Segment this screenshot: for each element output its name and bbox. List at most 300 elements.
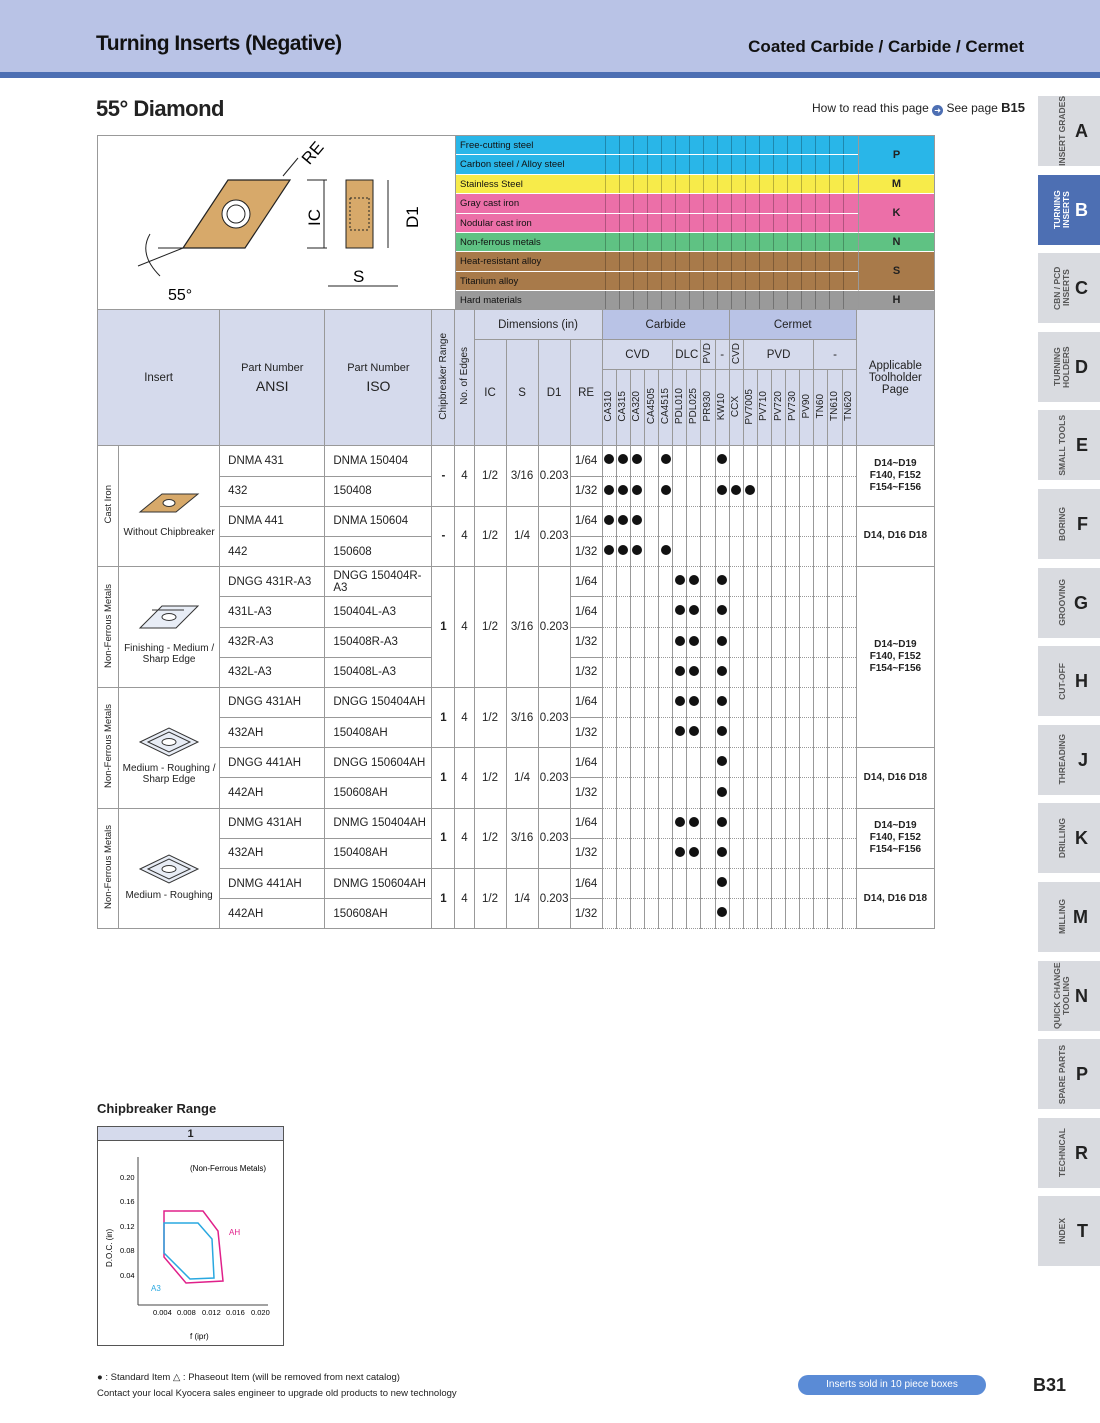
grade-cell bbox=[800, 808, 814, 838]
iso-cell: DNMA 150604 bbox=[325, 506, 432, 536]
tab-t[interactable]: INDEX T bbox=[1038, 1196, 1100, 1266]
toolholder-cell: D14, D16 D18 bbox=[856, 869, 934, 929]
grade-cell bbox=[616, 899, 630, 929]
iso-cell: 150608AH bbox=[325, 778, 432, 808]
grade-cell bbox=[687, 597, 701, 627]
a3-range bbox=[164, 1223, 214, 1279]
grade-cell bbox=[630, 899, 644, 929]
grade-cell bbox=[743, 657, 757, 687]
grade-cell bbox=[772, 446, 786, 476]
grade-cell bbox=[772, 808, 786, 838]
group-label: K bbox=[858, 194, 934, 233]
grade-header: PV90 bbox=[800, 370, 814, 446]
grade-cell bbox=[729, 476, 743, 506]
grade-cell bbox=[772, 748, 786, 778]
grade-cell bbox=[786, 476, 800, 506]
tab-m[interactable]: MILLING M bbox=[1038, 882, 1100, 952]
grade-cell bbox=[828, 567, 842, 597]
grade-cell bbox=[814, 687, 828, 717]
grade-cell bbox=[644, 687, 658, 717]
grade-header: PR930 bbox=[701, 370, 715, 446]
grade-cell bbox=[757, 808, 771, 838]
grade-cell bbox=[701, 597, 715, 627]
ansi-cell: 442 bbox=[220, 536, 325, 566]
grade-cell bbox=[729, 808, 743, 838]
grade-cell bbox=[743, 597, 757, 627]
iso-cell: 150408L-A3 bbox=[325, 657, 432, 687]
grade-cell bbox=[814, 627, 828, 657]
grade-cell bbox=[644, 627, 658, 657]
grade-cell bbox=[772, 627, 786, 657]
re-cell: 1/64 bbox=[570, 597, 602, 627]
grade-cell bbox=[616, 869, 630, 899]
chip-xtick: 0.004 bbox=[153, 1308, 172, 1317]
grade-cell bbox=[786, 778, 800, 808]
grade-cell bbox=[715, 597, 729, 627]
iso-cell: 150408R-A3 bbox=[325, 627, 432, 657]
chip-ytick: 0.04 bbox=[120, 1271, 135, 1280]
standard-item-dot bbox=[675, 817, 685, 827]
iso-cell: DNGG 150604AH bbox=[325, 748, 432, 778]
grade-cell bbox=[602, 476, 616, 506]
grade-cell bbox=[687, 657, 701, 687]
grade-cell bbox=[743, 899, 757, 929]
group-label: S bbox=[858, 252, 934, 291]
grade-cell bbox=[673, 597, 687, 627]
tab-a[interactable]: INSERT GRADES A bbox=[1038, 96, 1100, 166]
re-cell: 1/32 bbox=[570, 899, 602, 929]
tab-b[interactable]: TURNING INSERTS B bbox=[1038, 175, 1100, 245]
standard-item-dot bbox=[675, 847, 685, 857]
grade-cell bbox=[602, 446, 616, 476]
header-subtitle: Coated Carbide / Carbide / Cermet bbox=[748, 37, 1024, 56]
header-title: Turning Inserts (Negative) bbox=[96, 32, 342, 55]
grade-cell bbox=[715, 506, 729, 536]
grade-cell bbox=[673, 687, 687, 717]
grade-cell bbox=[729, 446, 743, 476]
grade-cell bbox=[786, 657, 800, 687]
insert-icon bbox=[122, 710, 216, 760]
category-cell: Cast Iron bbox=[98, 446, 119, 567]
grade-cell bbox=[814, 778, 828, 808]
grade-cell bbox=[701, 536, 715, 566]
chip-header: 1 bbox=[98, 1127, 283, 1141]
grade-cell bbox=[659, 687, 673, 717]
tab-g[interactable]: GROOVING G bbox=[1038, 568, 1100, 638]
section-title: 55° Diamond bbox=[96, 96, 224, 121]
grade-cell bbox=[743, 838, 757, 868]
insert-image-cell: Finishing - Medium / Sharp Edge bbox=[119, 567, 220, 688]
grade-cell bbox=[757, 597, 771, 627]
re-label: RE bbox=[297, 137, 328, 169]
standard-item-dot bbox=[717, 575, 727, 585]
arrow-circle-icon: ➜ bbox=[932, 105, 943, 116]
grade-cell bbox=[757, 446, 771, 476]
grade-cell bbox=[814, 567, 828, 597]
grade-cell bbox=[786, 536, 800, 566]
grade-cell bbox=[828, 899, 842, 929]
grade-cell bbox=[602, 597, 616, 627]
grade-cell bbox=[772, 838, 786, 868]
grade-cell bbox=[659, 657, 673, 687]
standard-item-dot bbox=[731, 485, 741, 495]
grade-cell bbox=[659, 597, 673, 627]
insert-icon bbox=[122, 474, 216, 524]
standard-item-dot bbox=[689, 605, 699, 615]
table-row: Cast Iron Without Chipbreaker DNMA 431 DNMA 150404 - 4 1/2 3/16 0.203 1/64 D14~D19 F140, F152 F154~F156 bbox=[98, 446, 935, 476]
d1-label: D1 bbox=[403, 206, 422, 228]
grade-cell bbox=[673, 627, 687, 657]
ansi-cell: DNMG 431AH bbox=[220, 808, 325, 838]
grade-cell bbox=[630, 506, 644, 536]
grade-header: PV7005 bbox=[743, 370, 757, 446]
grade-cell bbox=[644, 838, 658, 868]
tab-p[interactable]: SPARE PARTS P bbox=[1038, 1039, 1100, 1109]
grade-cell bbox=[715, 446, 729, 476]
standard-item-dot bbox=[717, 877, 727, 887]
standard-item-dot bbox=[618, 454, 628, 464]
tab-c[interactable]: CBN / PCD INSERTS C bbox=[1038, 253, 1100, 323]
grade-cell bbox=[800, 838, 814, 868]
grade-cell bbox=[687, 869, 701, 899]
grade-cell bbox=[687, 808, 701, 838]
grade-cell bbox=[602, 808, 616, 838]
standard-item-dot bbox=[675, 666, 685, 676]
grade-cell bbox=[715, 778, 729, 808]
grade-cell bbox=[800, 506, 814, 536]
material-row: Non-ferrous metals bbox=[456, 233, 858, 252]
re-cell: 1/64 bbox=[570, 506, 602, 536]
grade-header: TN60 bbox=[814, 370, 828, 446]
grade-cell bbox=[701, 627, 715, 657]
material-row: Stainless Steel bbox=[456, 175, 858, 194]
grade-cell bbox=[673, 778, 687, 808]
standard-item-dot bbox=[717, 605, 727, 615]
iso-cell: 150608AH bbox=[325, 899, 432, 929]
grade-header: CA315 bbox=[616, 370, 630, 446]
grade-cell bbox=[616, 506, 630, 536]
grade-cell bbox=[842, 778, 856, 808]
standard-item-dot bbox=[717, 787, 727, 797]
standard-item-dot bbox=[717, 847, 727, 857]
grade-cell bbox=[800, 597, 814, 627]
grade-cell bbox=[729, 657, 743, 687]
grade-cell bbox=[701, 718, 715, 748]
re-cell: 1/32 bbox=[570, 627, 602, 657]
grade-cell bbox=[757, 899, 771, 929]
iso-cell: 150408AH bbox=[325, 718, 432, 748]
grade-cell bbox=[616, 778, 630, 808]
grade-cell bbox=[786, 687, 800, 717]
grade-cell bbox=[729, 536, 743, 566]
grade-cell bbox=[602, 687, 616, 717]
grade-cell bbox=[814, 808, 828, 838]
grade-cell bbox=[659, 567, 673, 597]
re-cell: 1/64 bbox=[570, 808, 602, 838]
iso-cell: 150408 bbox=[325, 476, 432, 506]
grade-cell bbox=[616, 567, 630, 597]
grade-cell bbox=[644, 778, 658, 808]
grade-cell bbox=[616, 657, 630, 687]
standard-item-dot bbox=[632, 454, 642, 464]
standard-item-dot bbox=[604, 485, 614, 495]
grade-cell bbox=[715, 718, 729, 748]
grade-cell bbox=[644, 718, 658, 748]
grade-header: TN620 bbox=[842, 370, 856, 446]
grade-cell bbox=[743, 748, 757, 778]
standard-item-dot bbox=[689, 636, 699, 646]
table-row: Non-Ferrous Metals Finishing - Medium / Sharp Edge DNGG 431R-A3 DNGG 150404R-A3 1 4 1/2 3/16 0.203 1/64 D14~D19 F140, F152 F154~F156 bbox=[98, 567, 935, 597]
grade-cell bbox=[687, 687, 701, 717]
grade-cell bbox=[757, 687, 771, 717]
tab-d[interactable]: TURNING HOLDERS D bbox=[1038, 332, 1100, 402]
grade-cell bbox=[842, 627, 856, 657]
grade-cell bbox=[800, 536, 814, 566]
grade-cell bbox=[644, 899, 658, 929]
tab-k[interactable]: DRILLING K bbox=[1038, 803, 1100, 873]
grade-cell bbox=[644, 869, 658, 899]
grade-cell bbox=[814, 718, 828, 748]
table-row: Non-Ferrous Metals Medium - Roughing / Sharp Edge DNGG 431AH DNGG 150404AH 1 4 1/2 3/16 0.203 1/64 bbox=[98, 687, 935, 717]
grade-cell bbox=[743, 869, 757, 899]
grade-cell bbox=[630, 627, 644, 657]
ansi-cell: 442AH bbox=[220, 899, 325, 929]
tab-f[interactable]: BORING F bbox=[1038, 489, 1100, 559]
grade-cell bbox=[659, 748, 673, 778]
standard-item-dot bbox=[661, 545, 671, 555]
grade-cell bbox=[772, 567, 786, 597]
grade-cell bbox=[800, 778, 814, 808]
insert-icon bbox=[122, 590, 216, 640]
tab-j[interactable]: THREADING J bbox=[1038, 725, 1100, 795]
grade-cell bbox=[673, 808, 687, 838]
grade-cell bbox=[729, 506, 743, 536]
standard-item-dot bbox=[689, 575, 699, 585]
grade-cell bbox=[644, 808, 658, 838]
tab-r[interactable]: TECHNICAL R bbox=[1038, 1118, 1100, 1188]
grade-header: CA320 bbox=[630, 370, 644, 446]
grade-cell bbox=[814, 899, 828, 929]
grade-cell bbox=[644, 748, 658, 778]
grade-cell bbox=[701, 657, 715, 687]
grade-cell bbox=[828, 778, 842, 808]
grade-cell bbox=[814, 476, 828, 506]
grade-cell bbox=[786, 567, 800, 597]
grade-cell bbox=[687, 778, 701, 808]
standard-item-dot bbox=[717, 756, 727, 766]
grade-cell bbox=[743, 446, 757, 476]
standard-item-dot bbox=[689, 696, 699, 706]
ah-label: AH bbox=[229, 1228, 241, 1237]
grade-cell bbox=[772, 476, 786, 506]
chip-note: (Non-Ferrous Metals) bbox=[190, 1164, 267, 1173]
grade-header: PDL025 bbox=[687, 370, 701, 446]
grade-cell bbox=[659, 869, 673, 899]
grade-cell bbox=[659, 808, 673, 838]
grade-cell bbox=[743, 718, 757, 748]
tab-h[interactable]: CUT-OFF H bbox=[1038, 646, 1100, 716]
grade-cell bbox=[828, 718, 842, 748]
grade-cell bbox=[687, 536, 701, 566]
grade-cell bbox=[772, 657, 786, 687]
grade-cell bbox=[743, 687, 757, 717]
toolholder-cell: D14~D19 F140, F152 F154~F156 bbox=[856, 808, 934, 868]
standard-item-dot bbox=[689, 666, 699, 676]
re-cell: 1/32 bbox=[570, 718, 602, 748]
grade-cell bbox=[673, 567, 687, 597]
ansi-cell: DNMA 431 bbox=[220, 446, 325, 476]
grade-cell bbox=[757, 567, 771, 597]
standard-item-dot bbox=[618, 485, 628, 495]
grade-cell bbox=[687, 567, 701, 597]
grade-cell bbox=[715, 536, 729, 566]
grade-cell bbox=[687, 476, 701, 506]
grade-cell bbox=[828, 597, 842, 627]
material-row: Hard materials bbox=[456, 291, 858, 310]
grade-cell bbox=[630, 657, 644, 687]
grade-cell bbox=[630, 597, 644, 627]
grade-cell bbox=[701, 687, 715, 717]
re-cell: 1/32 bbox=[570, 536, 602, 566]
grade-cell bbox=[616, 627, 630, 657]
tab-e[interactable]: SMALL TOOLS E bbox=[1038, 410, 1100, 480]
ansi-cell: 432R-A3 bbox=[220, 627, 325, 657]
category-cell: Non-Ferrous Metals bbox=[98, 567, 119, 688]
grade-cell bbox=[828, 838, 842, 868]
chip-xtick: 0.012 bbox=[202, 1308, 221, 1317]
grade-cell bbox=[729, 718, 743, 748]
grade-cell bbox=[743, 627, 757, 657]
grade-cell bbox=[673, 476, 687, 506]
tab-n[interactable]: QUICK CHANGE TOOLING N bbox=[1038, 961, 1100, 1031]
grade-cell bbox=[644, 506, 658, 536]
grade-cell bbox=[743, 476, 757, 506]
grade-cell bbox=[602, 567, 616, 597]
grade-cell bbox=[729, 838, 743, 868]
grade-cell bbox=[687, 748, 701, 778]
grade-cell bbox=[630, 869, 644, 899]
standard-item-dot bbox=[661, 485, 671, 495]
standard-item-dot bbox=[717, 907, 727, 917]
grade-cell bbox=[729, 567, 743, 597]
grade-cell bbox=[644, 657, 658, 687]
grade-cell bbox=[715, 657, 729, 687]
table-row: DNGG 441AH DNGG 150604AH 1 4 1/2 1/4 0.203 1/64 D14, D16 D18 bbox=[98, 748, 935, 778]
grade-cell bbox=[616, 446, 630, 476]
standard-item-dot bbox=[661, 454, 671, 464]
grade-cell bbox=[616, 718, 630, 748]
dims-header: Dimensions (in) bbox=[474, 310, 602, 340]
re-cell: 1/64 bbox=[570, 869, 602, 899]
re-cell: 1/32 bbox=[570, 778, 602, 808]
grade-cell bbox=[687, 446, 701, 476]
grade-cell bbox=[701, 446, 715, 476]
grade-cell bbox=[828, 748, 842, 778]
re-cell: 1/64 bbox=[570, 687, 602, 717]
grade-cell bbox=[800, 657, 814, 687]
grade-cell bbox=[729, 627, 743, 657]
material-row: Nodular cast iron bbox=[456, 214, 858, 233]
standard-item-dot bbox=[717, 454, 727, 464]
standard-item-dot bbox=[618, 545, 628, 555]
toolholder-cell: D14~D19 F140, F152 F154~F156 bbox=[856, 567, 934, 748]
re-cell: 1/64 bbox=[570, 567, 602, 597]
grade-cell bbox=[616, 808, 630, 838]
chip-ylabel: D.O.C. (in) bbox=[105, 1228, 114, 1267]
grade-cell bbox=[616, 838, 630, 868]
grade-header: CA4515 bbox=[659, 370, 673, 446]
grade-cell bbox=[630, 778, 644, 808]
ansi-cell: DNMG 441AH bbox=[220, 869, 325, 899]
insert-image-cell: Without Chipbreaker bbox=[119, 446, 220, 567]
insert-icon bbox=[122, 837, 216, 887]
material-row: Heat-resistant alloy bbox=[456, 252, 858, 271]
grade-cell bbox=[772, 536, 786, 566]
grade-cell bbox=[673, 899, 687, 929]
grade-header: CCX bbox=[729, 370, 743, 446]
grade-cell bbox=[786, 718, 800, 748]
grade-cell bbox=[659, 899, 673, 929]
grade-cell bbox=[644, 567, 658, 597]
grade-cell bbox=[828, 869, 842, 899]
group-label: H bbox=[858, 291, 934, 310]
grade-cell bbox=[602, 506, 616, 536]
tool-header: Applicable Toolholder Page bbox=[856, 310, 934, 446]
grade-cell bbox=[757, 718, 771, 748]
toolholder-cell: D14~D19 F140, F152 F154~F156 bbox=[856, 446, 934, 506]
grade-cell bbox=[616, 687, 630, 717]
category-cell: Non-Ferrous Metals bbox=[98, 687, 119, 808]
grade-header: PV730 bbox=[786, 370, 800, 446]
group-label: M bbox=[858, 175, 934, 194]
grade-cell bbox=[800, 869, 814, 899]
standard-item-dot bbox=[689, 817, 699, 827]
grade-cell bbox=[800, 567, 814, 597]
grade-cell bbox=[715, 476, 729, 506]
grade-cell bbox=[743, 808, 757, 838]
iso-cell: DNMG 150604AH bbox=[325, 869, 432, 899]
s-label: S bbox=[353, 267, 365, 286]
grade-cell bbox=[616, 536, 630, 566]
how-to-read-link[interactable]: How to read this page ➜ See page B15 bbox=[812, 100, 1026, 115]
grade-cell bbox=[729, 748, 743, 778]
grade-cell bbox=[701, 838, 715, 868]
ansi-cell: DNGG 431R-A3 bbox=[220, 567, 325, 597]
grade-cell bbox=[757, 506, 771, 536]
re-cell: 1/64 bbox=[570, 446, 602, 476]
grade-header: PDL010 bbox=[673, 370, 687, 446]
standard-item-dot bbox=[604, 545, 614, 555]
grade-cell bbox=[602, 718, 616, 748]
grade-cell bbox=[842, 718, 856, 748]
grade-cell bbox=[757, 476, 771, 506]
grade-cell bbox=[729, 597, 743, 627]
insert-image-cell: Medium - Roughing / Sharp Edge bbox=[119, 687, 220, 808]
chip-xtick: 0.020 bbox=[251, 1308, 270, 1317]
insert-header: Insert bbox=[98, 310, 220, 446]
ansi-cell: 442AH bbox=[220, 778, 325, 808]
standard-item-dot bbox=[675, 696, 685, 706]
re-cell: 1/32 bbox=[570, 657, 602, 687]
insert-diagram bbox=[97, 135, 455, 309]
ansi-cell: DNGG 431AH bbox=[220, 687, 325, 717]
grade-cell bbox=[800, 718, 814, 748]
grade-cell bbox=[828, 536, 842, 566]
material-row: Titanium alloy bbox=[456, 272, 858, 291]
cermet-header: Cermet bbox=[729, 310, 856, 340]
iso-header: Part Number ISO bbox=[325, 310, 432, 446]
grade-header: KW10 bbox=[715, 370, 729, 446]
